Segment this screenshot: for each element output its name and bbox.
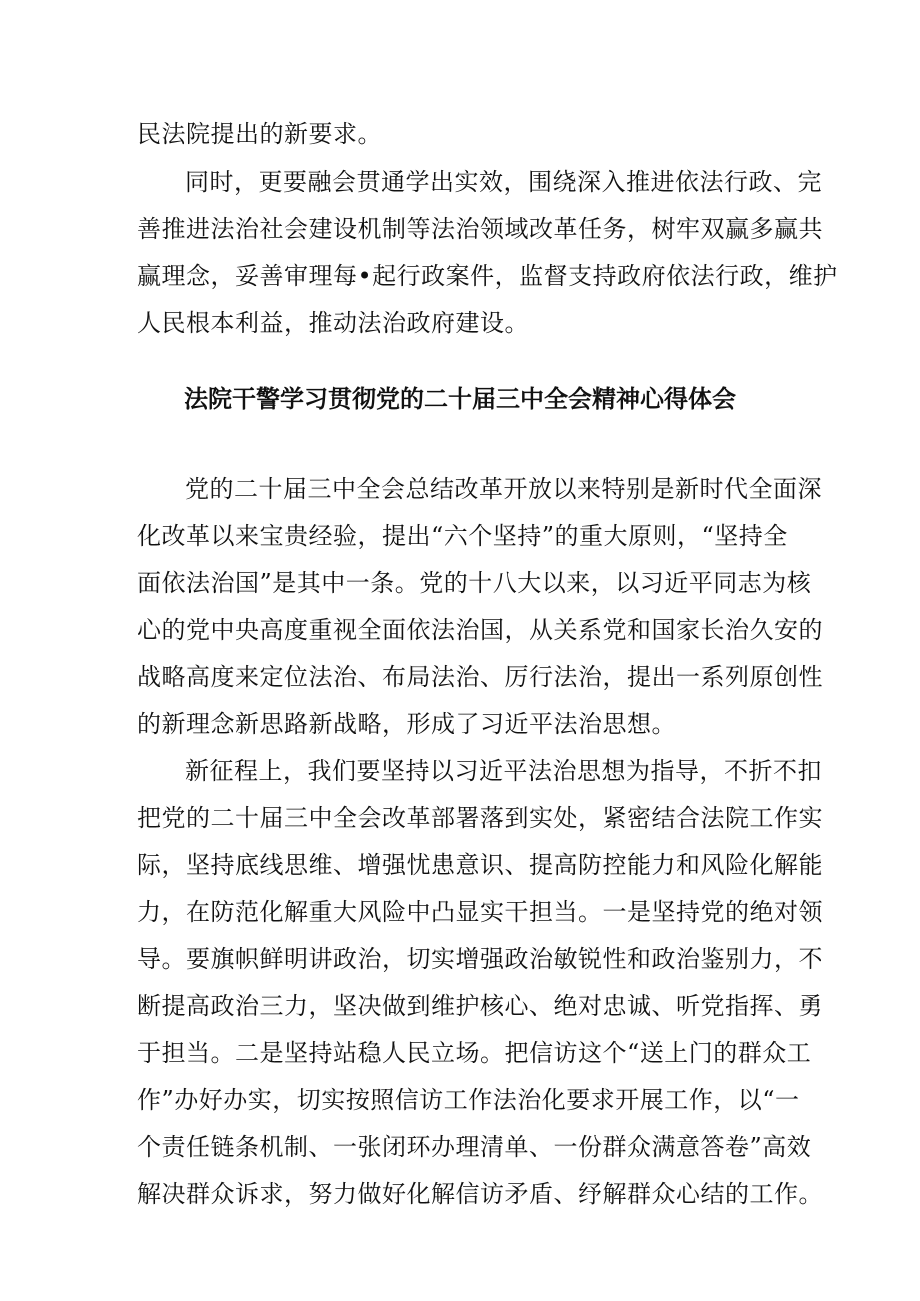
- text-line: 断提高政治三力，坚决做到维护核心、绝对忠诚、听党指挥、勇: [137, 992, 823, 1020]
- text-line: 的新理念新思路新战略，形成了习近平法治思想。: [137, 710, 676, 738]
- text-line: 化改革以来宝贵经验，提出“六个坚持”的重大原则，“坚持全: [137, 522, 788, 550]
- text-line: 新征程上，我们要坚持以习近平法治思想为指导，不折不扣: [185, 757, 822, 785]
- text-line: 于担当。二是坚持站稳人民立场。把信访这个“送上门的群众工: [137, 1039, 812, 1067]
- text-line: 战略高度来定位法治、布局法治、厉行法治，提出一系列原创性: [137, 663, 823, 691]
- text-line: 心的党中央高度重视全面依法治国，从关系党和国家长治久安的: [137, 616, 823, 644]
- text-line: 解决群众诉求，努力做好化解信访矛盾、纾解群众心结的工作。: [137, 1180, 823, 1208]
- text-line: 民法院提出的新要求。: [137, 120, 382, 148]
- text-line: 作”办好办实，切实按照信访工作法治化要求开展工作，以“一: [137, 1086, 800, 1114]
- text-line: 力，在防范化解重大风险中凸显实干担当。一是坚持党的绝对领: [137, 898, 823, 926]
- text-line: 党的二十届三中全会总结改革开放以来特别是新时代全面深: [185, 475, 822, 503]
- text-line: 赢理念，妥善审理每•起行政案件，监督支持政府依法行政，维护: [137, 262, 838, 290]
- text-line: 人民根本利益，推动法治政府建设。: [137, 309, 529, 337]
- text-line: 际，坚持底线思维、增强忧患意识、提高防控能力和风险化解能: [137, 851, 823, 879]
- text-line: 善推进法治社会建设机制等法治领域改革任务，树牢双赢多赢共: [137, 215, 823, 243]
- text-line: 个责任链条机制、一张闭环办理清单、一份群众满意答卷”高效: [137, 1133, 812, 1161]
- text-line: 同时，更要融会贯通学出实效，围绕深入推进依法行政、完: [185, 168, 822, 196]
- text-line: 导。要旗帜鲜明讲政治，切实增强政治敏锐性和政治鉴别力，不: [137, 945, 823, 973]
- text-line: 面依法治国”是其中一条。党的十八大以来，以习近平同志为核: [137, 569, 812, 597]
- article-title: 法院干警学习贯彻党的二十届三中全会精神心得体会: [184, 385, 736, 413]
- text-line: 把党的二十届三中全会改革部署落到实处，紧密结合法院工作实: [137, 804, 823, 832]
